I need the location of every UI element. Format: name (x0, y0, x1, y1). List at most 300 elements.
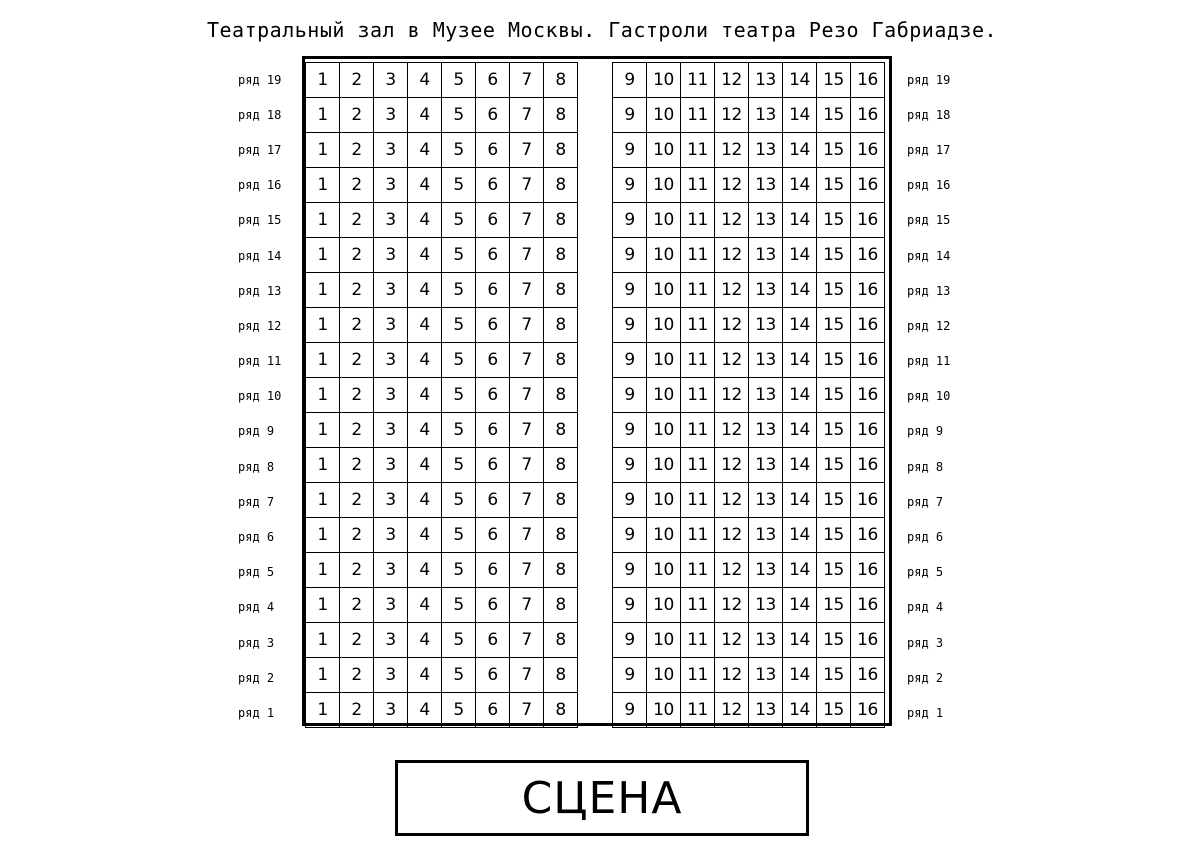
seat-row-19-4[interactable]: 4 (408, 63, 442, 98)
seat-row-11-1[interactable]: 1 (306, 343, 340, 378)
seat-row-19-9[interactable]: 9 (613, 63, 647, 98)
seat-row-13-13[interactable]: 13 (749, 273, 783, 308)
seat-row-18-16[interactable]: 16 (851, 98, 885, 133)
seat-row-5-7[interactable]: 7 (510, 553, 544, 588)
seat-row-15-6[interactable]: 6 (476, 203, 510, 238)
seat-row-11-15[interactable]: 15 (817, 343, 851, 378)
seat-row-12-14[interactable]: 14 (783, 308, 817, 343)
seat-row-14-10[interactable]: 10 (647, 238, 681, 273)
seat-row-8-5[interactable]: 5 (442, 448, 476, 483)
seat-row-1-13[interactable]: 13 (749, 693, 783, 728)
seat-row-10-15[interactable]: 15 (817, 378, 851, 413)
seat-row-13-9[interactable]: 9 (613, 273, 647, 308)
seat-row-5-12[interactable]: 12 (715, 553, 749, 588)
seat-row-6-8[interactable]: 8 (544, 518, 578, 553)
seat-row-9-3[interactable]: 3 (374, 413, 408, 448)
seat-row-4-14[interactable]: 14 (783, 588, 817, 623)
seat-row-1-10[interactable]: 10 (647, 693, 681, 728)
seat-row-3-15[interactable]: 15 (817, 623, 851, 658)
seat-row-8-1[interactable]: 1 (306, 448, 340, 483)
seat-row-6-15[interactable]: 15 (817, 518, 851, 553)
seat-row-5-11[interactable]: 11 (681, 553, 715, 588)
seat-row-16-10[interactable]: 10 (647, 168, 681, 203)
seat-row-10-7[interactable]: 7 (510, 378, 544, 413)
seat-row-16-8[interactable]: 8 (544, 168, 578, 203)
seat-row-19-7[interactable]: 7 (510, 63, 544, 98)
seat-row-19-10[interactable]: 10 (647, 63, 681, 98)
seat-row-6-10[interactable]: 10 (647, 518, 681, 553)
seat-row-14-4[interactable]: 4 (408, 238, 442, 273)
seat-row-17-15[interactable]: 15 (817, 133, 851, 168)
seat-row-19-1[interactable]: 1 (306, 63, 340, 98)
seat-row-7-13[interactable]: 13 (749, 483, 783, 518)
seat-row-7-12[interactable]: 12 (715, 483, 749, 518)
seat-row-13-7[interactable]: 7 (510, 273, 544, 308)
seat-row-3-11[interactable]: 11 (681, 623, 715, 658)
seat-row-12-1[interactable]: 1 (306, 308, 340, 343)
seat-row-16-6[interactable]: 6 (476, 168, 510, 203)
seat-row-19-16[interactable]: 16 (851, 63, 885, 98)
seat-row-3-4[interactable]: 4 (408, 623, 442, 658)
seat-row-3-10[interactable]: 10 (647, 623, 681, 658)
seat-row-1-11[interactable]: 11 (681, 693, 715, 728)
seat-row-6-1[interactable]: 1 (306, 518, 340, 553)
seat-row-9-7[interactable]: 7 (510, 413, 544, 448)
seat-row-1-4[interactable]: 4 (408, 693, 442, 728)
seat-row-10-10[interactable]: 10 (647, 378, 681, 413)
seat-row-3-2[interactable]: 2 (340, 623, 374, 658)
seat-row-3-9[interactable]: 9 (613, 623, 647, 658)
seat-row-12-5[interactable]: 5 (442, 308, 476, 343)
seat-row-8-12[interactable]: 12 (715, 448, 749, 483)
seat-row-7-15[interactable]: 15 (817, 483, 851, 518)
seat-row-13-2[interactable]: 2 (340, 273, 374, 308)
seat-row-3-5[interactable]: 5 (442, 623, 476, 658)
seat-row-4-6[interactable]: 6 (476, 588, 510, 623)
seat-row-10-2[interactable]: 2 (340, 378, 374, 413)
seat-row-5-1[interactable]: 1 (306, 553, 340, 588)
seat-row-17-1[interactable]: 1 (306, 133, 340, 168)
seat-row-10-8[interactable]: 8 (544, 378, 578, 413)
seat-row-2-9[interactable]: 9 (613, 658, 647, 693)
seat-row-8-8[interactable]: 8 (544, 448, 578, 483)
seat-row-19-5[interactable]: 5 (442, 63, 476, 98)
seat-row-10-3[interactable]: 3 (374, 378, 408, 413)
seat-row-11-16[interactable]: 16 (851, 343, 885, 378)
seat-row-18-15[interactable]: 15 (817, 98, 851, 133)
seat-row-2-10[interactable]: 10 (647, 658, 681, 693)
seat-row-1-2[interactable]: 2 (340, 693, 374, 728)
seat-row-16-4[interactable]: 4 (408, 168, 442, 203)
seat-row-5-10[interactable]: 10 (647, 553, 681, 588)
seat-row-13-5[interactable]: 5 (442, 273, 476, 308)
seat-row-14-8[interactable]: 8 (544, 238, 578, 273)
seat-row-11-14[interactable]: 14 (783, 343, 817, 378)
seat-row-7-1[interactable]: 1 (306, 483, 340, 518)
seat-row-9-12[interactable]: 12 (715, 413, 749, 448)
seat-row-2-4[interactable]: 4 (408, 658, 442, 693)
seat-row-7-2[interactable]: 2 (340, 483, 374, 518)
seat-row-15-7[interactable]: 7 (510, 203, 544, 238)
seat-row-16-1[interactable]: 1 (306, 168, 340, 203)
seat-row-6-7[interactable]: 7 (510, 518, 544, 553)
seat-row-15-5[interactable]: 5 (442, 203, 476, 238)
seat-row-7-11[interactable]: 11 (681, 483, 715, 518)
seat-row-18-1[interactable]: 1 (306, 98, 340, 133)
seat-row-16-16[interactable]: 16 (851, 168, 885, 203)
seat-row-17-14[interactable]: 14 (783, 133, 817, 168)
seat-row-5-3[interactable]: 3 (374, 553, 408, 588)
seat-row-7-4[interactable]: 4 (408, 483, 442, 518)
seat-row-3-7[interactable]: 7 (510, 623, 544, 658)
seat-row-2-12[interactable]: 12 (715, 658, 749, 693)
seat-row-16-15[interactable]: 15 (817, 168, 851, 203)
seat-row-11-7[interactable]: 7 (510, 343, 544, 378)
seat-row-12-7[interactable]: 7 (510, 308, 544, 343)
seat-row-9-15[interactable]: 15 (817, 413, 851, 448)
seat-row-6-4[interactable]: 4 (408, 518, 442, 553)
seat-row-15-1[interactable]: 1 (306, 203, 340, 238)
seat-row-4-8[interactable]: 8 (544, 588, 578, 623)
seat-row-9-16[interactable]: 16 (851, 413, 885, 448)
seat-row-10-14[interactable]: 14 (783, 378, 817, 413)
seat-row-1-1[interactable]: 1 (306, 693, 340, 728)
seat-row-10-12[interactable]: 12 (715, 378, 749, 413)
seat-row-2-1[interactable]: 1 (306, 658, 340, 693)
seat-row-5-6[interactable]: 6 (476, 553, 510, 588)
seat-row-5-13[interactable]: 13 (749, 553, 783, 588)
seat-row-18-8[interactable]: 8 (544, 98, 578, 133)
seat-row-2-2[interactable]: 2 (340, 658, 374, 693)
seat-row-5-2[interactable]: 2 (340, 553, 374, 588)
seat-row-4-11[interactable]: 11 (681, 588, 715, 623)
seat-row-17-16[interactable]: 16 (851, 133, 885, 168)
seat-row-2-13[interactable]: 13 (749, 658, 783, 693)
seat-row-5-15[interactable]: 15 (817, 553, 851, 588)
seat-row-8-6[interactable]: 6 (476, 448, 510, 483)
seat-row-7-5[interactable]: 5 (442, 483, 476, 518)
seat-row-12-3[interactable]: 3 (374, 308, 408, 343)
seat-row-16-2[interactable]: 2 (340, 168, 374, 203)
seat-row-4-3[interactable]: 3 (374, 588, 408, 623)
seat-row-10-5[interactable]: 5 (442, 378, 476, 413)
seat-row-14-14[interactable]: 14 (783, 238, 817, 273)
seat-row-15-9[interactable]: 9 (613, 203, 647, 238)
seat-row-16-5[interactable]: 5 (442, 168, 476, 203)
seat-row-14-15[interactable]: 15 (817, 238, 851, 273)
seat-row-16-3[interactable]: 3 (374, 168, 408, 203)
seat-row-4-5[interactable]: 5 (442, 588, 476, 623)
seat-row-8-2[interactable]: 2 (340, 448, 374, 483)
seat-row-4-4[interactable]: 4 (408, 588, 442, 623)
seat-row-4-7[interactable]: 7 (510, 588, 544, 623)
seat-row-12-4[interactable]: 4 (408, 308, 442, 343)
seat-row-6-2[interactable]: 2 (340, 518, 374, 553)
seat-row-19-15[interactable]: 15 (817, 63, 851, 98)
seat-row-2-14[interactable]: 14 (783, 658, 817, 693)
seat-row-3-14[interactable]: 14 (783, 623, 817, 658)
seat-row-15-3[interactable]: 3 (374, 203, 408, 238)
seat-row-19-13[interactable]: 13 (749, 63, 783, 98)
seat-row-18-10[interactable]: 10 (647, 98, 681, 133)
seat-row-2-16[interactable]: 16 (851, 658, 885, 693)
seat-row-2-3[interactable]: 3 (374, 658, 408, 693)
seat-row-11-13[interactable]: 13 (749, 343, 783, 378)
seat-row-17-12[interactable]: 12 (715, 133, 749, 168)
seat-row-7-10[interactable]: 10 (647, 483, 681, 518)
seat-row-18-5[interactable]: 5 (442, 98, 476, 133)
seat-row-17-10[interactable]: 10 (647, 133, 681, 168)
seat-row-9-1[interactable]: 1 (306, 413, 340, 448)
seat-row-9-6[interactable]: 6 (476, 413, 510, 448)
seat-row-6-13[interactable]: 13 (749, 518, 783, 553)
seat-row-8-15[interactable]: 15 (817, 448, 851, 483)
seat-row-16-14[interactable]: 14 (783, 168, 817, 203)
seat-row-17-11[interactable]: 11 (681, 133, 715, 168)
seat-row-12-12[interactable]: 12 (715, 308, 749, 343)
seat-row-1-6[interactable]: 6 (476, 693, 510, 728)
seat-row-15-14[interactable]: 14 (783, 203, 817, 238)
seat-row-14-1[interactable]: 1 (306, 238, 340, 273)
seat-row-10-13[interactable]: 13 (749, 378, 783, 413)
seat-row-12-8[interactable]: 8 (544, 308, 578, 343)
seat-row-12-2[interactable]: 2 (340, 308, 374, 343)
seat-row-11-2[interactable]: 2 (340, 343, 374, 378)
seat-row-3-12[interactable]: 12 (715, 623, 749, 658)
seat-row-8-4[interactable]: 4 (408, 448, 442, 483)
seat-row-18-4[interactable]: 4 (408, 98, 442, 133)
seat-row-9-5[interactable]: 5 (442, 413, 476, 448)
seat-row-9-8[interactable]: 8 (544, 413, 578, 448)
seat-row-6-14[interactable]: 14 (783, 518, 817, 553)
seat-row-10-4[interactable]: 4 (408, 378, 442, 413)
seat-row-5-8[interactable]: 8 (544, 553, 578, 588)
seat-row-12-15[interactable]: 15 (817, 308, 851, 343)
seat-row-1-16[interactable]: 16 (851, 693, 885, 728)
seat-row-10-11[interactable]: 11 (681, 378, 715, 413)
seat-row-5-16[interactable]: 16 (851, 553, 885, 588)
seat-row-13-15[interactable]: 15 (817, 273, 851, 308)
seat-row-10-9[interactable]: 9 (613, 378, 647, 413)
seat-row-15-16[interactable]: 16 (851, 203, 885, 238)
seat-row-9-4[interactable]: 4 (408, 413, 442, 448)
seat-row-6-9[interactable]: 9 (613, 518, 647, 553)
seat-row-1-9[interactable]: 9 (613, 693, 647, 728)
seat-row-3-8[interactable]: 8 (544, 623, 578, 658)
seat-row-7-8[interactable]: 8 (544, 483, 578, 518)
seat-row-15-10[interactable]: 10 (647, 203, 681, 238)
seat-row-19-8[interactable]: 8 (544, 63, 578, 98)
seat-row-18-7[interactable]: 7 (510, 98, 544, 133)
seat-row-4-12[interactable]: 12 (715, 588, 749, 623)
seat-row-19-2[interactable]: 2 (340, 63, 374, 98)
seat-row-14-7[interactable]: 7 (510, 238, 544, 273)
seat-row-4-13[interactable]: 13 (749, 588, 783, 623)
seat-row-9-13[interactable]: 13 (749, 413, 783, 448)
seat-row-14-16[interactable]: 16 (851, 238, 885, 273)
seat-row-6-16[interactable]: 16 (851, 518, 885, 553)
seat-row-2-7[interactable]: 7 (510, 658, 544, 693)
seat-row-9-10[interactable]: 10 (647, 413, 681, 448)
seat-row-6-12[interactable]: 12 (715, 518, 749, 553)
seat-row-17-2[interactable]: 2 (340, 133, 374, 168)
seat-row-4-15[interactable]: 15 (817, 588, 851, 623)
seat-row-11-12[interactable]: 12 (715, 343, 749, 378)
seat-row-17-5[interactable]: 5 (442, 133, 476, 168)
seat-row-11-9[interactable]: 9 (613, 343, 647, 378)
seat-row-16-7[interactable]: 7 (510, 168, 544, 203)
seat-row-11-3[interactable]: 3 (374, 343, 408, 378)
seat-row-18-12[interactable]: 12 (715, 98, 749, 133)
seat-row-14-5[interactable]: 5 (442, 238, 476, 273)
seat-row-15-12[interactable]: 12 (715, 203, 749, 238)
seat-row-1-7[interactable]: 7 (510, 693, 544, 728)
seat-row-13-11[interactable]: 11 (681, 273, 715, 308)
seat-row-1-5[interactable]: 5 (442, 693, 476, 728)
seat-row-7-14[interactable]: 14 (783, 483, 817, 518)
seat-row-11-8[interactable]: 8 (544, 343, 578, 378)
seat-row-2-6[interactable]: 6 (476, 658, 510, 693)
seat-row-19-14[interactable]: 14 (783, 63, 817, 98)
seat-row-2-5[interactable]: 5 (442, 658, 476, 693)
seat-row-8-13[interactable]: 13 (749, 448, 783, 483)
seat-row-6-11[interactable]: 11 (681, 518, 715, 553)
seat-row-14-3[interactable]: 3 (374, 238, 408, 273)
seat-row-12-10[interactable]: 10 (647, 308, 681, 343)
seat-row-13-10[interactable]: 10 (647, 273, 681, 308)
seat-row-9-11[interactable]: 11 (681, 413, 715, 448)
seat-row-12-6[interactable]: 6 (476, 308, 510, 343)
seat-row-13-12[interactable]: 12 (715, 273, 749, 308)
seat-row-19-6[interactable]: 6 (476, 63, 510, 98)
seat-row-17-7[interactable]: 7 (510, 133, 544, 168)
seat-row-15-11[interactable]: 11 (681, 203, 715, 238)
seat-row-11-10[interactable]: 10 (647, 343, 681, 378)
seat-row-7-9[interactable]: 9 (613, 483, 647, 518)
seat-row-14-13[interactable]: 13 (749, 238, 783, 273)
seat-row-8-14[interactable]: 14 (783, 448, 817, 483)
seat-row-9-2[interactable]: 2 (340, 413, 374, 448)
seat-row-4-16[interactable]: 16 (851, 588, 885, 623)
seat-row-1-8[interactable]: 8 (544, 693, 578, 728)
seat-row-9-14[interactable]: 14 (783, 413, 817, 448)
seat-row-14-6[interactable]: 6 (476, 238, 510, 273)
seat-row-7-3[interactable]: 3 (374, 483, 408, 518)
seat-row-8-16[interactable]: 16 (851, 448, 885, 483)
seat-row-10-1[interactable]: 1 (306, 378, 340, 413)
seat-row-13-1[interactable]: 1 (306, 273, 340, 308)
seat-row-3-13[interactable]: 13 (749, 623, 783, 658)
seat-row-18-6[interactable]: 6 (476, 98, 510, 133)
seat-row-17-13[interactable]: 13 (749, 133, 783, 168)
seat-row-13-14[interactable]: 14 (783, 273, 817, 308)
seat-row-2-8[interactable]: 8 (544, 658, 578, 693)
seat-row-15-15[interactable]: 15 (817, 203, 851, 238)
seat-row-9-9[interactable]: 9 (613, 413, 647, 448)
seat-row-7-16[interactable]: 16 (851, 483, 885, 518)
seat-row-1-15[interactable]: 15 (817, 693, 851, 728)
seat-row-19-12[interactable]: 12 (715, 63, 749, 98)
seat-row-7-6[interactable]: 6 (476, 483, 510, 518)
seat-row-16-13[interactable]: 13 (749, 168, 783, 203)
seat-row-4-2[interactable]: 2 (340, 588, 374, 623)
seat-row-19-11[interactable]: 11 (681, 63, 715, 98)
seat-row-8-11[interactable]: 11 (681, 448, 715, 483)
seat-row-17-8[interactable]: 8 (544, 133, 578, 168)
seat-row-16-11[interactable]: 11 (681, 168, 715, 203)
seat-row-14-11[interactable]: 11 (681, 238, 715, 273)
seat-row-6-5[interactable]: 5 (442, 518, 476, 553)
seat-row-15-2[interactable]: 2 (340, 203, 374, 238)
seat-row-5-4[interactable]: 4 (408, 553, 442, 588)
seat-row-13-4[interactable]: 4 (408, 273, 442, 308)
seat-row-11-6[interactable]: 6 (476, 343, 510, 378)
seat-row-8-10[interactable]: 10 (647, 448, 681, 483)
seat-row-18-14[interactable]: 14 (783, 98, 817, 133)
seat-row-5-14[interactable]: 14 (783, 553, 817, 588)
seat-row-18-11[interactable]: 11 (681, 98, 715, 133)
seat-row-15-8[interactable]: 8 (544, 203, 578, 238)
seat-row-2-11[interactable]: 11 (681, 658, 715, 693)
seat-row-12-13[interactable]: 13 (749, 308, 783, 343)
seat-row-7-7[interactable]: 7 (510, 483, 544, 518)
seat-row-8-9[interactable]: 9 (613, 448, 647, 483)
seat-row-18-3[interactable]: 3 (374, 98, 408, 133)
seat-row-10-16[interactable]: 16 (851, 378, 885, 413)
seat-row-18-2[interactable]: 2 (340, 98, 374, 133)
seat-row-17-9[interactable]: 9 (613, 133, 647, 168)
seat-row-3-6[interactable]: 6 (476, 623, 510, 658)
seat-row-11-4[interactable]: 4 (408, 343, 442, 378)
seat-row-13-6[interactable]: 6 (476, 273, 510, 308)
seat-row-13-8[interactable]: 8 (544, 273, 578, 308)
seat-row-6-3[interactable]: 3 (374, 518, 408, 553)
seat-row-4-1[interactable]: 1 (306, 588, 340, 623)
seat-row-18-13[interactable]: 13 (749, 98, 783, 133)
seat-row-12-9[interactable]: 9 (613, 308, 647, 343)
seat-row-11-5[interactable]: 5 (442, 343, 476, 378)
seat-row-14-12[interactable]: 12 (715, 238, 749, 273)
seat-row-14-9[interactable]: 9 (613, 238, 647, 273)
seat-row-15-4[interactable]: 4 (408, 203, 442, 238)
seat-row-2-15[interactable]: 15 (817, 658, 851, 693)
seat-row-17-4[interactable]: 4 (408, 133, 442, 168)
seat-row-3-16[interactable]: 16 (851, 623, 885, 658)
seat-row-14-2[interactable]: 2 (340, 238, 374, 273)
seat-row-15-13[interactable]: 13 (749, 203, 783, 238)
seat-row-16-9[interactable]: 9 (613, 168, 647, 203)
seat-row-13-16[interactable]: 16 (851, 273, 885, 308)
seat-row-16-12[interactable]: 12 (715, 168, 749, 203)
seat-row-12-16[interactable]: 16 (851, 308, 885, 343)
seat-row-5-9[interactable]: 9 (613, 553, 647, 588)
seat-row-3-3[interactable]: 3 (374, 623, 408, 658)
seat-row-1-12[interactable]: 12 (715, 693, 749, 728)
seat-row-18-9[interactable]: 9 (613, 98, 647, 133)
seat-row-5-5[interactable]: 5 (442, 553, 476, 588)
seat-row-19-3[interactable]: 3 (374, 63, 408, 98)
seat-row-11-11[interactable]: 11 (681, 343, 715, 378)
seat-row-4-9[interactable]: 9 (613, 588, 647, 623)
seat-row-1-14[interactable]: 14 (783, 693, 817, 728)
seat-row-13-3[interactable]: 3 (374, 273, 408, 308)
seat-row-3-1[interactable]: 1 (306, 623, 340, 658)
seat-row-6-6[interactable]: 6 (476, 518, 510, 553)
seat-row-8-7[interactable]: 7 (510, 448, 544, 483)
seat-row-17-6[interactable]: 6 (476, 133, 510, 168)
seat-row-4-10[interactable]: 10 (647, 588, 681, 623)
seat-row-1-3[interactable]: 3 (374, 693, 408, 728)
